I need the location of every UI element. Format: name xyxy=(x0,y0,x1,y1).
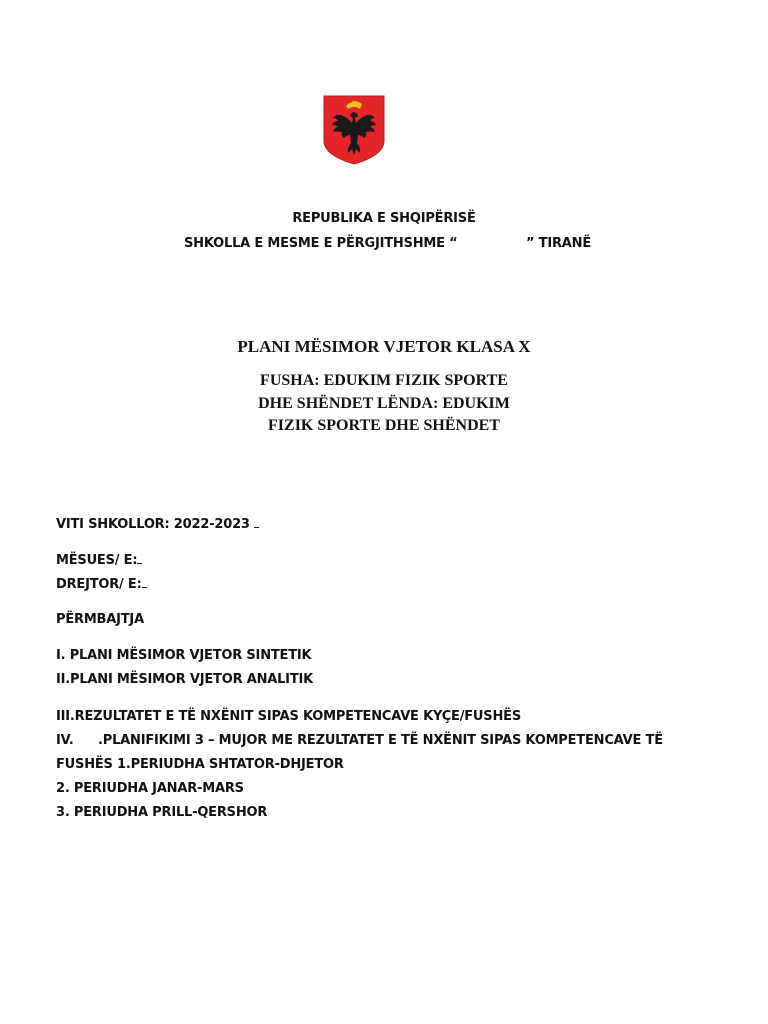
subject-line: FIZIK SPORTE DHE SHËNDET xyxy=(268,417,500,434)
albanian-coat-of-arms-icon xyxy=(323,95,385,165)
contents-item-4 xyxy=(56,733,663,748)
contents-item: 2. PERIUDHA JANAR-MARS xyxy=(56,781,244,796)
contents-item: 3. PERIUDHA PRILL-QERSHOR xyxy=(56,805,268,820)
contents-item: II.PLANI MËSIMOR VJETOR ANALITIK xyxy=(56,672,314,687)
contents-heading: PËRMBAJTJA xyxy=(56,612,144,627)
school-year: VITI SHKOLLOR: 2022-2023 xyxy=(56,517,250,532)
plan-title: PLANI MËSIMOR VJETOR KLASA X xyxy=(237,337,531,356)
contents-item-4-number: IV. xyxy=(56,733,74,748)
contents-item: FUSHËS 1.PERIUDHA SHTATOR-DHJETOR xyxy=(56,757,344,772)
republic-heading: REPUBLIKA E SHQIPËRISË xyxy=(292,211,476,226)
teacher-line xyxy=(56,552,142,568)
school-name-suffix: ” TIRANË xyxy=(526,236,592,251)
director-label: DREJTOR/ E: xyxy=(56,577,142,592)
contents-item-4-text: .PLANIFIKIMI 3 – MUJOR ME REZULTATET E TË NXËNIT SIPAS KOMPETENCAVE TË xyxy=(98,733,663,748)
contents-item: III.REZULTATET E TË NXËNIT SIPAS KOMPETENCAVE KYÇE/FUSHËS xyxy=(56,709,521,724)
contents-item: I. PLANI MËSIMOR VJETOR SINTETIK xyxy=(56,648,312,663)
teacher-blank xyxy=(137,552,142,564)
subject-block xyxy=(234,370,534,438)
school-year-blank xyxy=(254,516,259,528)
director-blank xyxy=(142,576,147,588)
director-line xyxy=(56,576,147,592)
subject-line: DHE SHËNDET LËNDA: EDUKIM xyxy=(258,394,510,412)
subject-line: FUSHA: EDUKIM FIZIK SPORTE xyxy=(260,372,508,389)
teacher-label: MËSUES/ E: xyxy=(56,553,138,568)
school-year-line xyxy=(56,516,259,532)
school-name-prefix: SHKOLLA E MESME E PËRGJITHSHME “ xyxy=(184,236,458,251)
